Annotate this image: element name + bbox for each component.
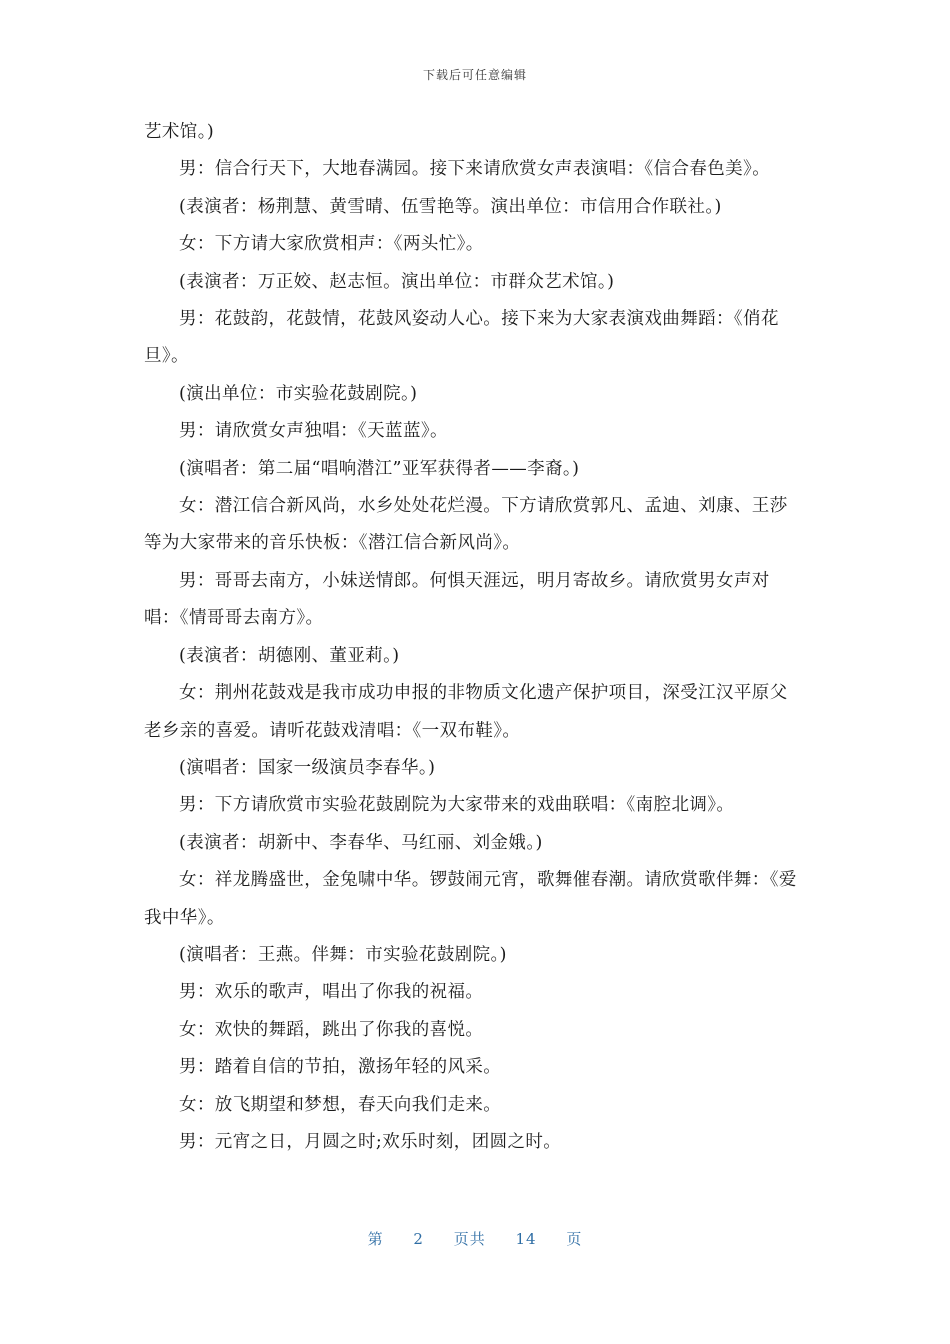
paragraph: 女：祥龙腾盛世，金兔啸中华。锣鼓闹元宵，歌舞催春潮。请欣赏歌伴舞：《爱我中华》。 — [144, 870, 797, 928]
paragraph: (表演者：胡新中、李春华、马红丽、刘金娥。) — [179, 832, 543, 853]
paragraph: 女：荆州花鼓戏是我市成功申报的非物质文化遗产保护项目，深受江汉平原父老乡亲的喜爱。请听花鼓戏清唱：《一双布鞋》。 — [144, 683, 788, 741]
paragraph: 男：花鼓韵，花鼓情，花鼓风姿动人心。接下来为大家表演戏曲舞蹈：《俏花旦》。 — [144, 309, 779, 367]
page-label-prefix: 第 — [367, 1230, 384, 1248]
paragraph: (表演者：杨荆慧、黄雪晴、伍雪艳等。演出单位：市信用合作联社。) — [179, 196, 722, 217]
page-label-suffix: 页 — [566, 1230, 583, 1248]
paragraph: (演出单位：市实验花鼓剧院。) — [179, 383, 418, 404]
paragraph: 女：潜江信合新风尚，水乡处处花烂漫。下方请欣赏郭凡、孟迪、刘康、王莎等为大家带来的音乐快板：《潜江信合新风尚》。 — [144, 496, 788, 554]
paragraph: (演唱者：王燕。伴舞：市实验花鼓剧院。) — [179, 944, 507, 965]
paragraph: (演唱者：国家一级演员李春华。) — [179, 757, 436, 778]
paragraph: (演唱者：第二届“唱响潜江”亚军获得者——李裔。) — [179, 458, 580, 479]
paragraph: (表演者：胡德刚、董亚莉。) — [179, 645, 400, 666]
paragraph: 男：下方请欣赏市实验花鼓剧院为大家带来的戏曲联唱：《南腔北调》。 — [179, 795, 735, 816]
page-header: 下载后可任意编辑 — [422, 68, 527, 82]
paragraph: (表演者：万正姣、赵志恒。演出单位：市群众艺术馆。) — [179, 271, 615, 292]
paragraph: 男：信合行天下，大地春满园。接下来请欣赏女声表演唱：《信合春色美》。 — [179, 159, 771, 180]
page-label-mid: 页共 — [453, 1230, 486, 1248]
document-body — [144, 114, 804, 1161]
paragraph: 男：元宵之日，月圆之时;欢乐时刻，团圆之时。 — [179, 1131, 562, 1152]
page-footer — [0, 1228, 950, 1249]
paragraph: 男：哥哥去南方，小妹送情郎。何惧天涯远，明月寄故乡。请欣赏男女声对唱：《情哥哥去南方》。 — [144, 570, 770, 629]
paragraph: 女：下方请大家欣赏相声：《两头忙》。 — [179, 234, 484, 255]
paragraph: 男：请欣赏女声独唱：《天蓝蓝》。 — [179, 421, 448, 442]
paragraph: 女：放飞期望和梦想，春天向我们走来。 — [179, 1094, 502, 1115]
total-pages-number: 14 — [515, 1230, 537, 1248]
paragraph: 艺术馆。) — [144, 122, 215, 142]
paragraph: 男：踏着自信的节拍，激扬年轻的风采。 — [179, 1057, 502, 1078]
paragraph: 男：欢乐的歌声，唱出了你我的祝福。 — [179, 982, 484, 1003]
paragraph: 女：欢快的舞蹈，跳出了你我的喜悦。 — [179, 1019, 484, 1040]
current-page-number: 2 — [413, 1230, 424, 1248]
